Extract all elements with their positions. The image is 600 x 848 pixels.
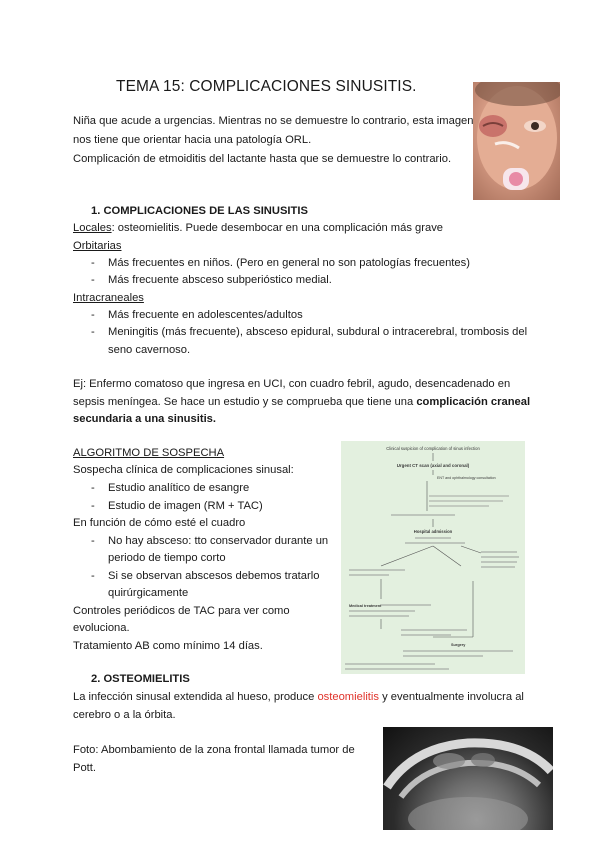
locales-line: [73, 221, 443, 235]
tratamiento-line: Tratamiento AB como mínimo 14 días.: [73, 640, 263, 652]
intro-line: nos tiene que orientar hacia una patología ORL.: [73, 134, 312, 146]
patient-photo: [473, 82, 560, 200]
list-item: No hay absceso: tto conservador durante un: [108, 535, 329, 547]
controles-line: Controles periódicos de TAC para ver como: [73, 605, 290, 617]
example-text: sepsis meníngea. Se hace un estudio y se comprueba que tiene una: [73, 396, 417, 408]
osteo-line: cerebro o a la órbita.: [73, 709, 176, 721]
locales-label: Locales: [73, 222, 112, 234]
example-bold: complicación craneal: [416, 396, 531, 408]
bullet-dash: -: [91, 570, 95, 582]
intro-line: Niña que acude a urgencias. Mientras no se demuestre lo contrario, esta imagen: [73, 115, 474, 127]
intro-line: Complicación de etmoiditis del lactante hasta que se demuestre lo contrario.: [73, 153, 452, 165]
list-item: Más frecuente en adolescentes/adultos: [108, 309, 303, 321]
bullet-dash: -: [91, 482, 95, 494]
bullet-dash: -: [91, 309, 95, 321]
flow-hospital-label: Hospital admission: [413, 529, 453, 534]
bullet-dash: -: [91, 535, 95, 547]
flow-top-label: Clinical suspicion of complication of sinus infection: [386, 446, 480, 451]
page-title: TEMA 15: COMPLICACIONES SINUSITIS.: [116, 78, 417, 95]
section-heading: 1. COMPLICACIONES DE LAS SINUSITIS: [91, 205, 308, 217]
osteo-text: y eventualmente involucra al: [379, 691, 524, 703]
list-item: periodo de tiempo corto: [108, 552, 226, 564]
algoritmo-intro: Sospecha clínica de complicaciones sinusal:: [73, 464, 294, 476]
locales-text: : osteomielitis. Puede desembocar en una complicación más grave: [111, 222, 444, 234]
algorithm-flowchart: [341, 441, 525, 674]
list-item: Más frecuente absceso subperióstico medial.: [108, 274, 332, 286]
intracraneales-label: Intracraneales: [73, 292, 144, 304]
list-item: quirúrgicamente: [108, 587, 189, 599]
foto-caption: Foto: Abombamiento de la zona frontal llamada tumor de: [73, 744, 355, 756]
osteo-text: La infección sinusal extendida al hueso, produce: [73, 691, 318, 703]
controles-line: evoluciona.: [73, 622, 130, 634]
funcion-line: En función de cómo esté el cuadro: [73, 517, 246, 529]
osteo-line: [73, 690, 524, 704]
bullet-dash: -: [91, 257, 95, 269]
flow-surgery-label: Surgery: [451, 643, 466, 647]
list-item: Si se observan abscesos debemos tratarlo: [108, 570, 320, 582]
bullet-dash: -: [91, 500, 95, 512]
section-heading: 2. OSTEOMIELITIS: [91, 673, 190, 685]
orbitarias-label: Orbitarias: [73, 240, 122, 252]
bullet-dash: -: [91, 326, 95, 338]
example-line: [73, 395, 530, 409]
list-item: Más frecuentes en niños. (Pero en general no son patologías frecuentes): [108, 257, 470, 269]
example-line-bold: secundaria a una sinusitis.: [73, 413, 217, 425]
list-item: seno cavernoso.: [108, 344, 191, 356]
list-item: Estudio analítico de esangre: [108, 482, 250, 494]
foto-caption: Pott.: [73, 762, 97, 774]
flow-consult-label: ENT and ophthalmology consultation: [437, 476, 496, 480]
ct-scan-image: [383, 727, 553, 830]
flow-urgent-label: Urgent CT scan (axial and coronal): [396, 463, 470, 468]
bullet-dash: -: [91, 274, 95, 286]
example-line: Ej: Enfermo comatoso que ingresa en UCI, con cuadro febril, agudo, desencadenado en: [73, 378, 511, 390]
flow-medical-label: Medical treatment: [349, 604, 382, 608]
list-item: Estudio de imagen (RM + TAC): [108, 500, 263, 512]
algoritmo-heading: ALGORITMO DE SOSPECHA: [73, 447, 225, 459]
list-item: Meningitis (más frecuente), absceso epidural, subdural o intracerebral, trombosis del: [108, 326, 528, 338]
osteo-highlight: osteomielitis: [317, 691, 379, 703]
